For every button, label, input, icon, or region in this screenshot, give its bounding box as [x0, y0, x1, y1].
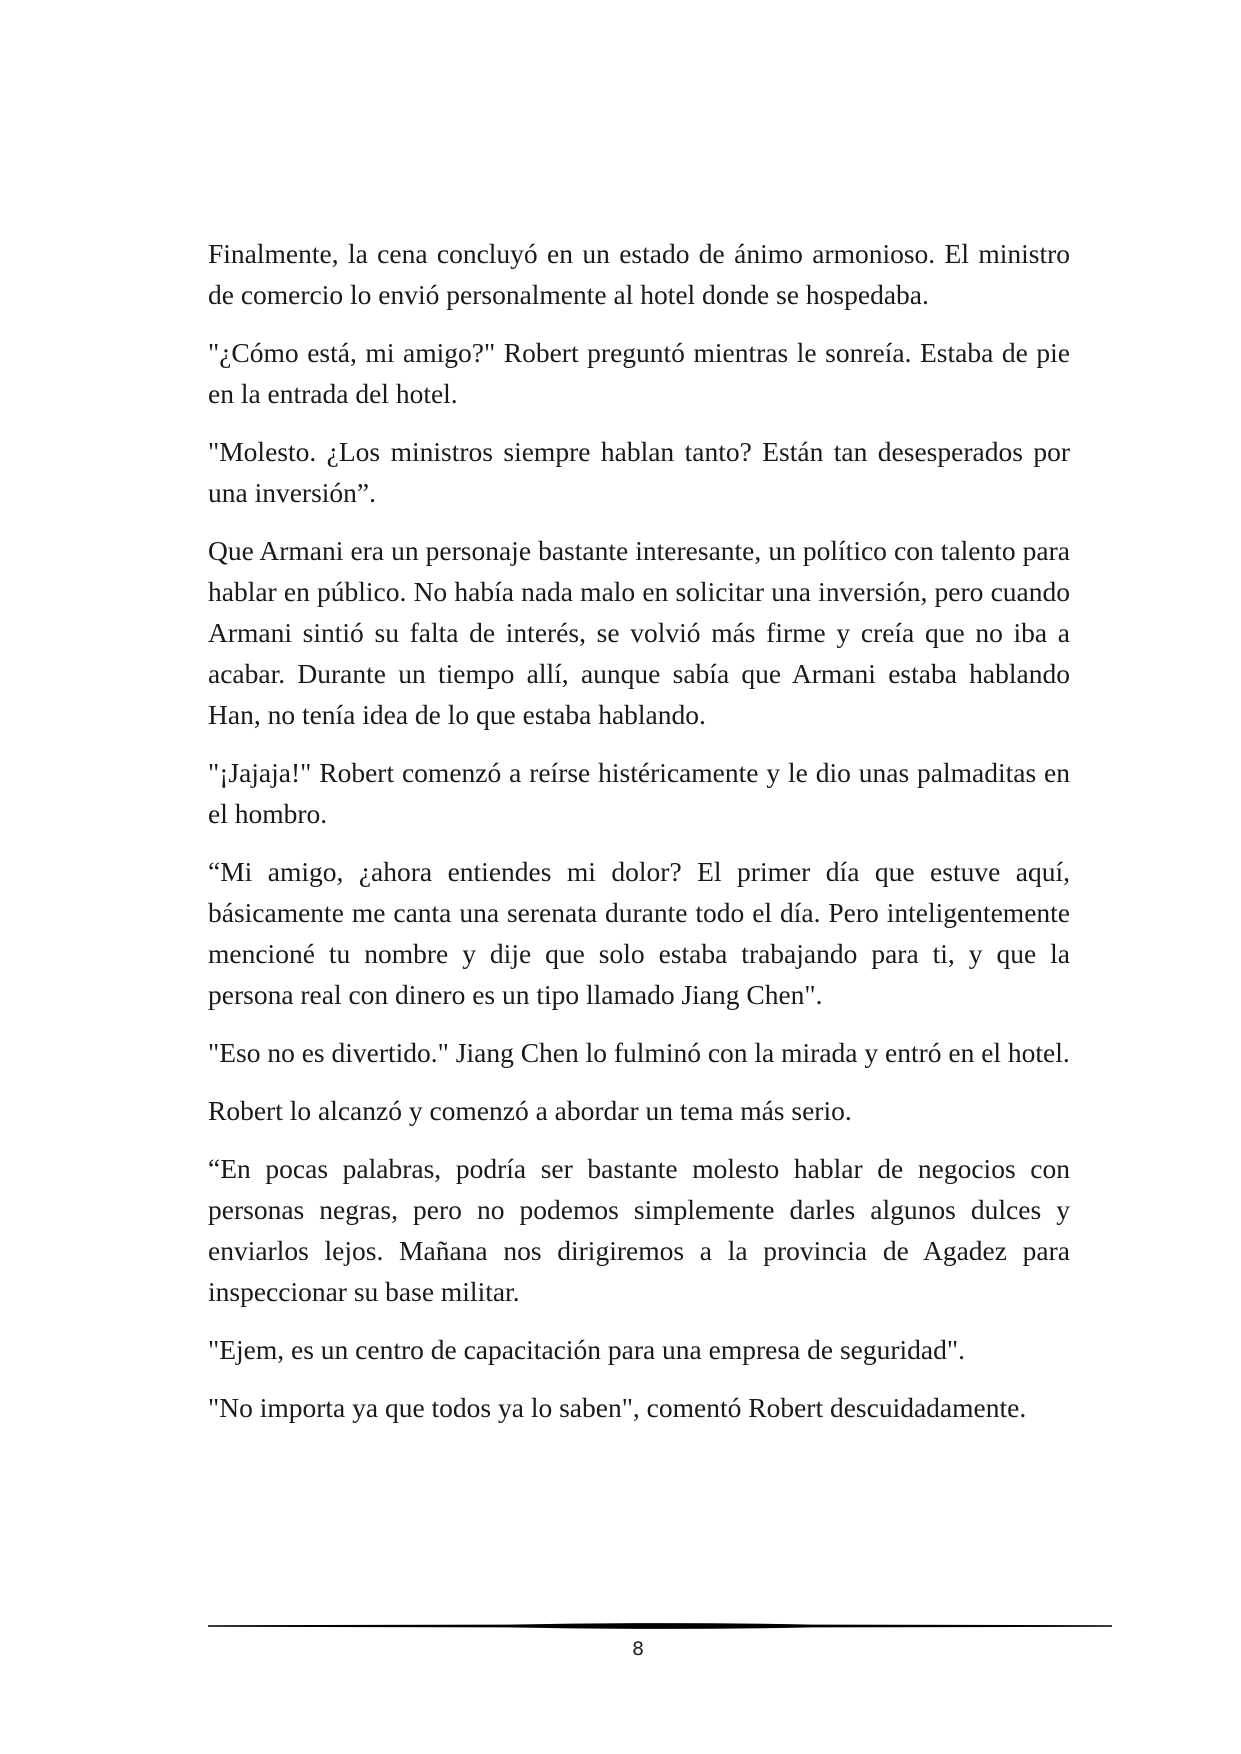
paragraph: "Molesto. ¿Los ministros siempre hablan tanto? Están tan desesperados por una inversión”. — [208, 436, 1070, 508]
paragraph: "Eso no es divertido." Jiang Chen lo fulminó con la mirada y entró en el hotel. — [208, 1037, 1070, 1068]
footer-rule — [208, 1620, 1112, 1632]
paragraph: "No importa ya que todos ya lo saben", comentó Robert descuidadamente. — [208, 1392, 1027, 1423]
paragraph: "¡Jajaja!" Robert comenzó a reírse histéricamente y le dio unas palmaditas en el hombro. — [208, 757, 1070, 829]
body-text — [208, 233, 1070, 1445]
page-number: 8 — [631, 1638, 645, 1660]
paragraph: Finalmente, la cena concluyó en un estado de ánimo armonioso. El ministro de comercio lo envió personalmente al hotel donde se hospedaba. — [208, 238, 1070, 310]
paragraph: "Ejem, es un centro de capacitación para una empresa de seguridad". — [208, 1334, 965, 1365]
paragraph: “En pocas palabras, podría ser bastante molesto hablar de negocios con personas negras, pero no podemos simplemente darles algunos dulces y enviarlos lejos. Mañana nos dirigiremos a la provincia de Agadez para inspeccionar su base militar. — [208, 1153, 1070, 1307]
paragraph: “Mi amigo, ¿ahora entiendes mi dolor? El primer día que estuve aquí, básicamente me canta una serenata durante todo el día. Pero inteligentemente mencioné tu nombre y dije que solo estaba trabajando para ti, y que la persona real con dinero es un tipo llamado Jiang Chen". — [208, 856, 1070, 1010]
paragraph: Que Armani era un personaje bastante interesante, un político con talento para hablar en público. No había nada malo en solicitar una inversión, pero cuando Armani sintió su falta de interés, se volvió más firme y creía que no iba a acabar. Durante un tiempo allí, aunque sabía que Armani estaba hablando Han, no tenía idea de lo que estaba hablando. — [208, 535, 1070, 730]
paragraph: "¿Cómo está, mi amigo?" Robert preguntó mientras le sonreía. Estaba de pie en la entrada del hotel. — [208, 337, 1070, 409]
paragraph: Robert lo alcanzó y comenzó a abordar un tema más serio. — [208, 1095, 852, 1126]
